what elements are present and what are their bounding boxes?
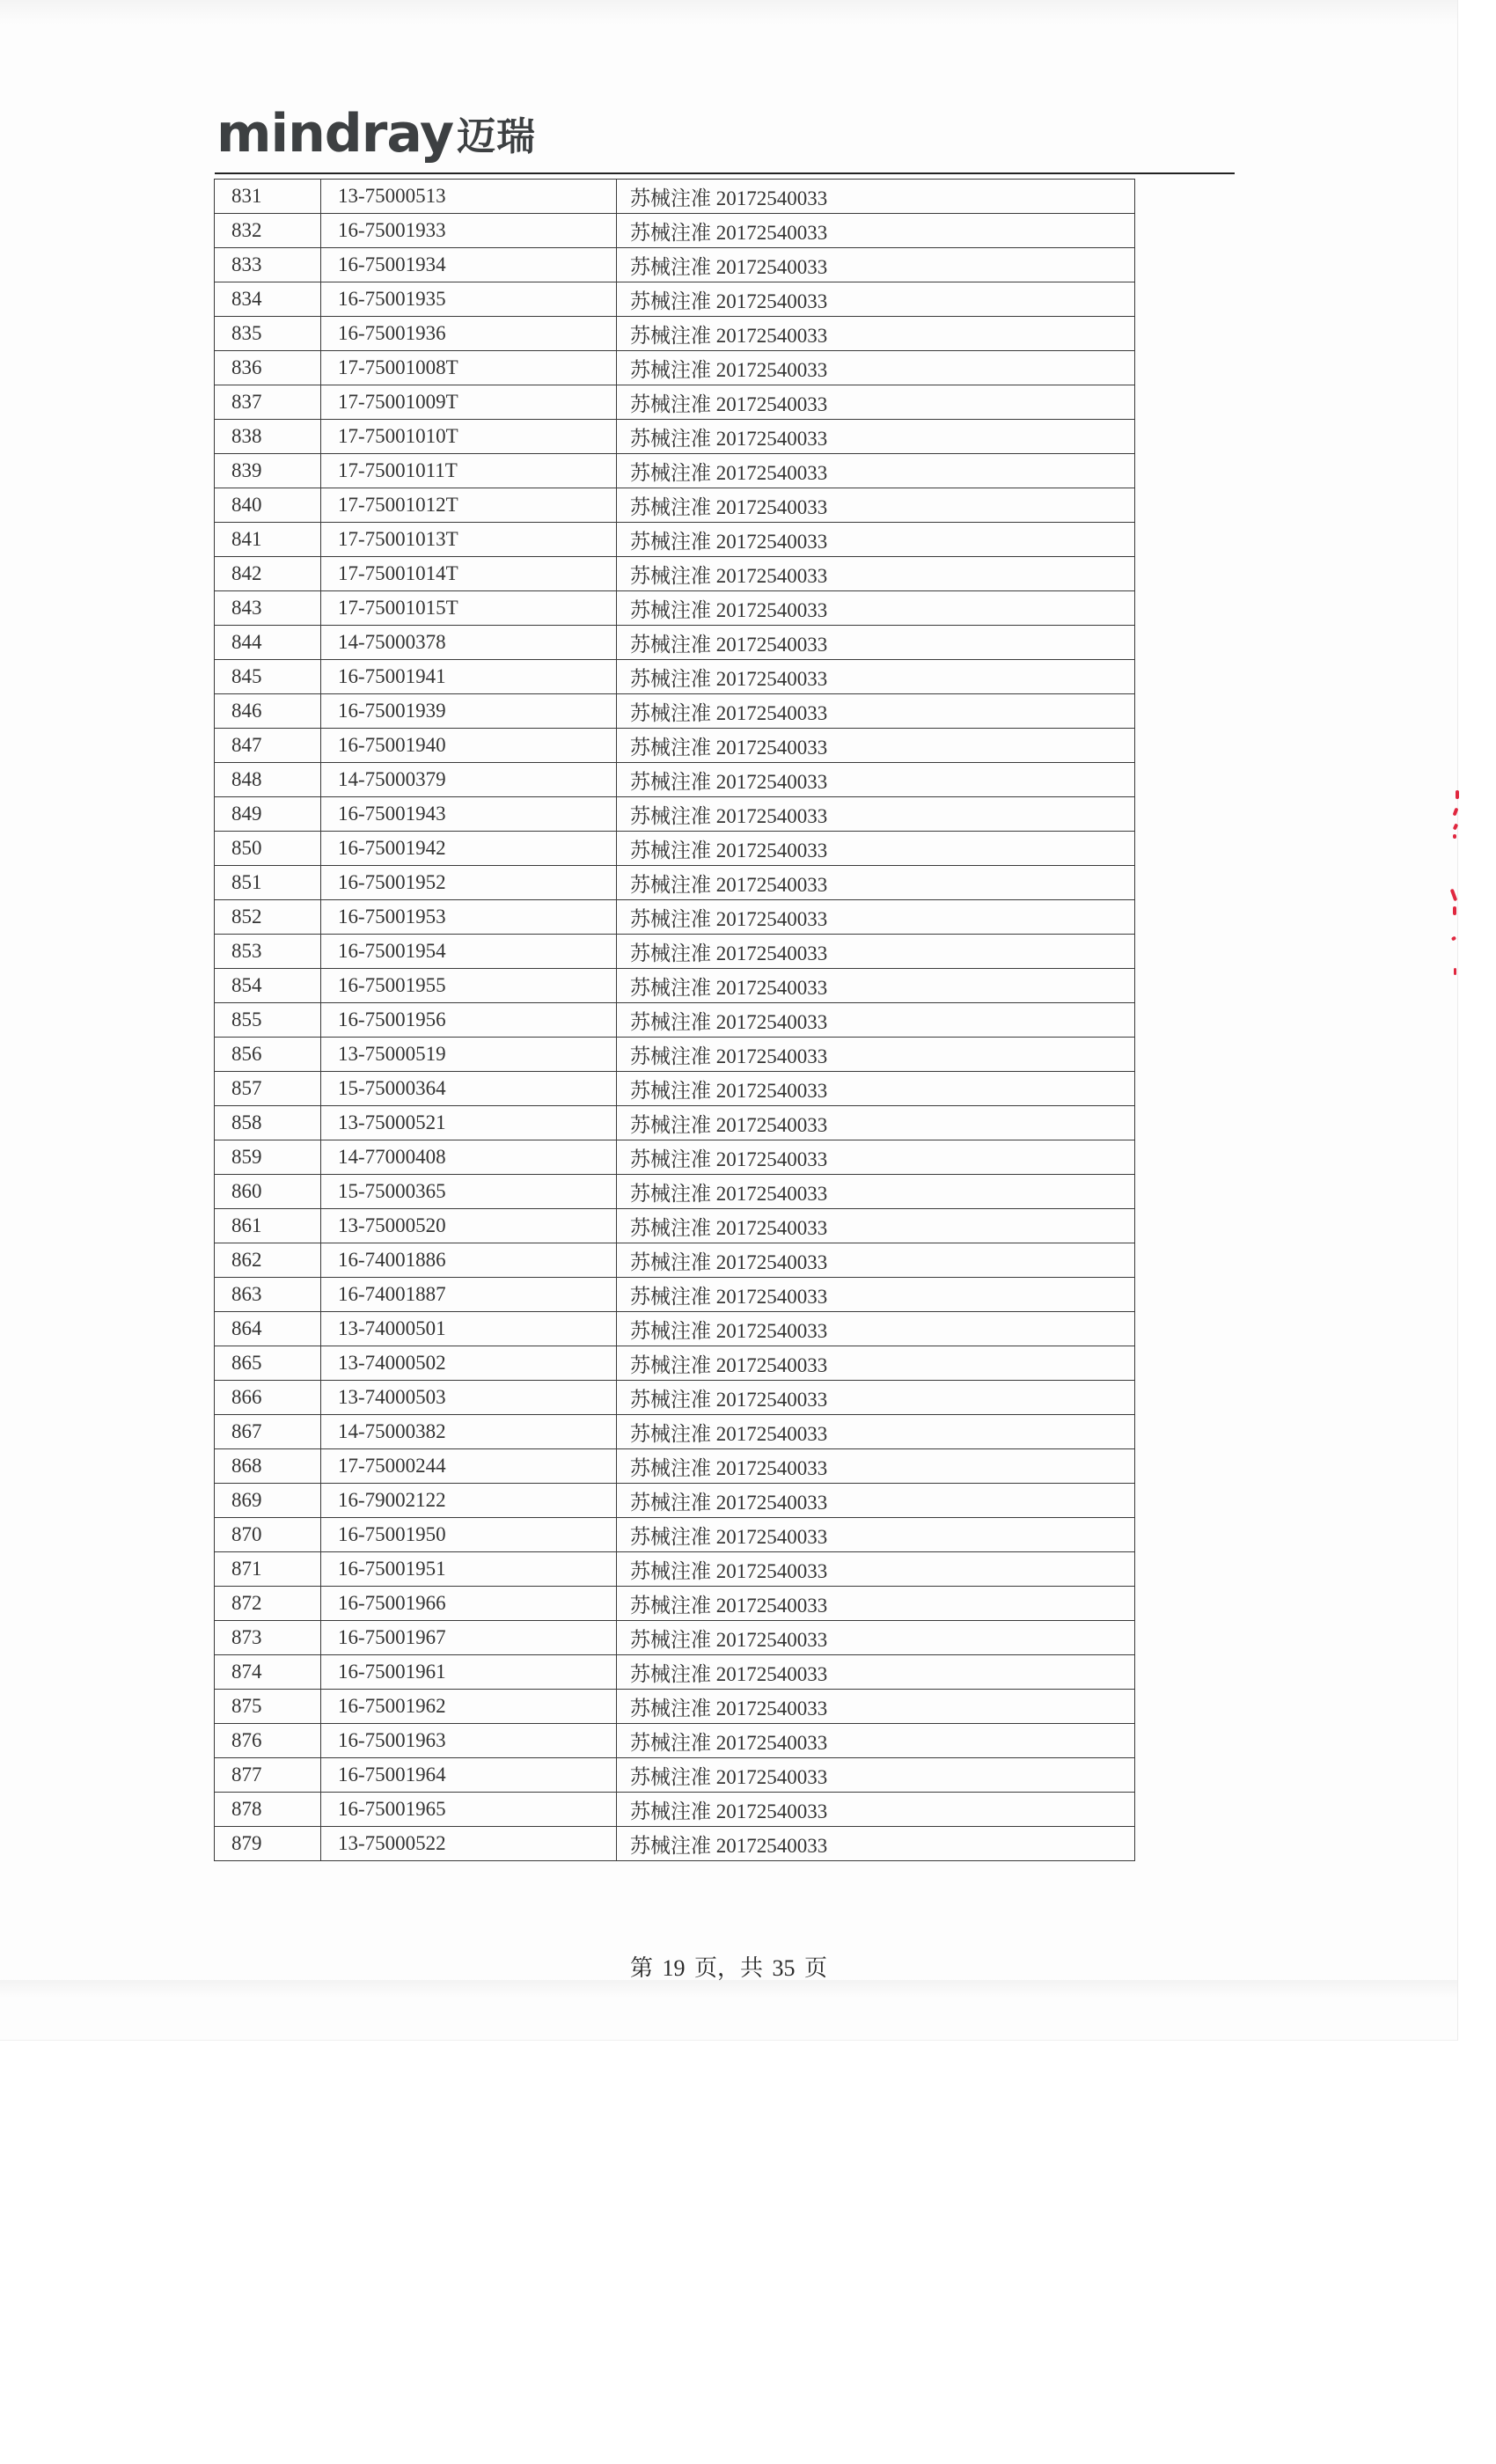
- registration-table: [214, 179, 1135, 1861]
- row-number: 857: [215, 1072, 321, 1106]
- product-code: 16-75001943: [321, 797, 617, 832]
- table-row: [215, 591, 1135, 626]
- table-row: [215, 694, 1135, 729]
- row-number: 878: [215, 1793, 321, 1827]
- registration-number: 苏械注准 20172540033: [617, 1449, 1135, 1484]
- row-number: 843: [215, 591, 321, 626]
- row-number: 832: [215, 214, 321, 248]
- product-code: 13-74000503: [321, 1381, 617, 1415]
- table-row: [215, 248, 1135, 282]
- product-code: 15-75000364: [321, 1072, 617, 1106]
- table-row: [215, 454, 1135, 488]
- logo-text: mindray: [216, 103, 454, 165]
- product-code: 16-75001953: [321, 900, 617, 935]
- page-number: 第 19 页，共 35 页: [629, 1955, 827, 1981]
- product-code: 16-75001961: [321, 1655, 617, 1690]
- scan-edge-top: [0, 0, 1457, 25]
- registration-number: 苏械注准 20172540033: [617, 454, 1135, 488]
- product-code: 16-74001886: [321, 1243, 617, 1278]
- row-number: 860: [215, 1175, 321, 1209]
- table-row: [215, 1484, 1135, 1518]
- product-code: 16-75001933: [321, 214, 617, 248]
- row-number: 847: [215, 729, 321, 763]
- row-number: 861: [215, 1209, 321, 1243]
- registration-number: 苏械注准 20172540033: [617, 1209, 1135, 1243]
- product-code: 17-75001013T: [321, 523, 617, 557]
- product-code: 16-75001935: [321, 282, 617, 317]
- row-number: 863: [215, 1278, 321, 1312]
- product-code: 16-75001934: [321, 248, 617, 282]
- registration-number: 苏械注准 20172540033: [617, 180, 1135, 214]
- registration-number: 苏械注准 20172540033: [617, 1243, 1135, 1278]
- table-row: [215, 1793, 1135, 1827]
- product-code: 16-75001962: [321, 1690, 617, 1724]
- row-number: 851: [215, 866, 321, 900]
- product-code: 17-75001014T: [321, 557, 617, 591]
- product-code: 16-75001942: [321, 832, 617, 866]
- row-number: 869: [215, 1484, 321, 1518]
- mindray-logo: [216, 103, 537, 165]
- product-code: 16-75001951: [321, 1552, 617, 1587]
- product-code: 16-75001940: [321, 729, 617, 763]
- product-code: 13-75000513: [321, 180, 617, 214]
- table-row: [215, 626, 1135, 660]
- registration-number: 苏械注准 20172540033: [617, 1793, 1135, 1827]
- product-code: 16-75001965: [321, 1793, 617, 1827]
- registration-number: 苏械注准 20172540033: [617, 1758, 1135, 1793]
- registration-number: 苏械注准 20172540033: [617, 797, 1135, 832]
- row-number: 835: [215, 317, 321, 351]
- product-code: 16-75001941: [321, 660, 617, 694]
- table-row: [215, 385, 1135, 420]
- row-number: 852: [215, 900, 321, 935]
- registration-number: 苏械注准 20172540033: [617, 832, 1135, 866]
- registration-number: 苏械注准 20172540033: [617, 1518, 1135, 1552]
- row-number: 842: [215, 557, 321, 591]
- registration-number: 苏械注准 20172540033: [617, 1346, 1135, 1381]
- product-code: 16-75001954: [321, 935, 617, 969]
- registration-number: 苏械注准 20172540033: [617, 1072, 1135, 1106]
- registration-number: 苏械注准 20172540033: [617, 1484, 1135, 1518]
- table-row: [215, 1243, 1135, 1278]
- product-code: 16-75001952: [321, 866, 617, 900]
- row-number: 846: [215, 694, 321, 729]
- registration-number: 苏械注准 20172540033: [617, 488, 1135, 523]
- registration-number: 苏械注准 20172540033: [617, 1175, 1135, 1209]
- product-code: 15-75000365: [321, 1175, 617, 1209]
- row-number: 858: [215, 1106, 321, 1140]
- table-row: [215, 969, 1135, 1003]
- registration-number: 苏械注准 20172540033: [617, 1690, 1135, 1724]
- registration-number: 苏械注准 20172540033: [617, 1621, 1135, 1655]
- table-row: [215, 797, 1135, 832]
- registration-number: 苏械注准 20172540033: [617, 1724, 1135, 1758]
- registration-number: 苏械注准 20172540033: [617, 660, 1135, 694]
- table-row: [215, 1209, 1135, 1243]
- row-number: 871: [215, 1552, 321, 1587]
- product-code: 16-75001939: [321, 694, 617, 729]
- table-row: [215, 317, 1135, 351]
- table-row: [215, 763, 1135, 797]
- table-row: [215, 660, 1135, 694]
- row-number: 841: [215, 523, 321, 557]
- registration-number: 苏械注准 20172540033: [617, 351, 1135, 385]
- header-rule: [215, 172, 1235, 174]
- registration-number: 苏械注准 20172540033: [617, 729, 1135, 763]
- table-row: [215, 420, 1135, 454]
- registration-number: 苏械注准 20172540033: [617, 1038, 1135, 1072]
- registration-number: 苏械注准 20172540033: [617, 763, 1135, 797]
- table-row: [215, 1587, 1135, 1621]
- table-row: [215, 1758, 1135, 1793]
- table-row: [215, 1621, 1135, 1655]
- registration-number: 苏械注准 20172540033: [617, 1140, 1135, 1175]
- row-number: 836: [215, 351, 321, 385]
- product-code: 16-75001950: [321, 1518, 617, 1552]
- row-number: 838: [215, 420, 321, 454]
- registration-number: 苏械注准 20172540033: [617, 626, 1135, 660]
- table-row: [215, 1106, 1135, 1140]
- row-number: 833: [215, 248, 321, 282]
- table-row: [215, 1655, 1135, 1690]
- product-code: 16-75001967: [321, 1621, 617, 1655]
- table-row: [215, 1072, 1135, 1106]
- row-number: 850: [215, 832, 321, 866]
- row-number: 849: [215, 797, 321, 832]
- table-row: [215, 1140, 1135, 1175]
- product-code: 16-75001964: [321, 1758, 617, 1793]
- product-code: 16-75001966: [321, 1587, 617, 1621]
- table-row: [215, 1518, 1135, 1552]
- row-number: 854: [215, 969, 321, 1003]
- table-row: [215, 832, 1135, 866]
- product-code: 17-75000244: [321, 1449, 617, 1484]
- table-row: [215, 1346, 1135, 1381]
- row-number: 848: [215, 763, 321, 797]
- table-row: [215, 1449, 1135, 1484]
- product-code: 14-75000378: [321, 626, 617, 660]
- product-code: 16-75001955: [321, 969, 617, 1003]
- table-row: [215, 935, 1135, 969]
- registration-number: 苏械注准 20172540033: [617, 1312, 1135, 1346]
- table-row: [215, 488, 1135, 523]
- registration-number: 苏械注准 20172540033: [617, 969, 1135, 1003]
- row-number: 855: [215, 1003, 321, 1038]
- row-number: 862: [215, 1243, 321, 1278]
- product-code: 13-75000520: [321, 1209, 617, 1243]
- table-row: [215, 557, 1135, 591]
- registration-number: 苏械注准 20172540033: [617, 1655, 1135, 1690]
- row-number: 868: [215, 1449, 321, 1484]
- registration-number: 苏械注准 20172540033: [617, 1278, 1135, 1312]
- registration-number: 苏械注准 20172540033: [617, 282, 1135, 317]
- row-number: 876: [215, 1724, 321, 1758]
- row-number: 872: [215, 1587, 321, 1621]
- table-row: [215, 282, 1135, 317]
- row-number: 865: [215, 1346, 321, 1381]
- table-row: [215, 1003, 1135, 1038]
- row-number: 864: [215, 1312, 321, 1346]
- product-code: 17-75001012T: [321, 488, 617, 523]
- table-row: [215, 523, 1135, 557]
- table-row: [215, 1038, 1135, 1072]
- registration-number: 苏械注准 20172540033: [617, 1106, 1135, 1140]
- table-row: [215, 1312, 1135, 1346]
- table-row: [215, 180, 1135, 214]
- registration-number: 苏械注准 20172540033: [617, 420, 1135, 454]
- row-number: 877: [215, 1758, 321, 1793]
- table-row: [215, 1724, 1135, 1758]
- table-row: [215, 1690, 1135, 1724]
- table-row: [215, 214, 1135, 248]
- row-number: 844: [215, 626, 321, 660]
- row-number: 879: [215, 1827, 321, 1861]
- product-code: 13-75000519: [321, 1038, 617, 1072]
- table-row: [215, 1415, 1135, 1449]
- registration-number: 苏械注准 20172540033: [617, 935, 1135, 969]
- registration-number: 苏械注准 20172540033: [617, 1827, 1135, 1861]
- product-code: 17-75001011T: [321, 454, 617, 488]
- registration-number: 苏械注准 20172540033: [617, 385, 1135, 420]
- row-number: 837: [215, 385, 321, 420]
- row-number: 867: [215, 1415, 321, 1449]
- product-code: 17-75001008T: [321, 351, 617, 385]
- table-row: [215, 351, 1135, 385]
- row-number: 831: [215, 180, 321, 214]
- product-code: 16-74001887: [321, 1278, 617, 1312]
- registration-number: 苏械注准 20172540033: [617, 1552, 1135, 1587]
- registration-number: 苏械注准 20172540033: [617, 557, 1135, 591]
- table-row: [215, 729, 1135, 763]
- registration-table-body: [215, 180, 1135, 1861]
- product-code: 13-74000502: [321, 1346, 617, 1381]
- row-number: 839: [215, 454, 321, 488]
- table-row: [215, 1381, 1135, 1415]
- product-code: 17-75001015T: [321, 591, 617, 626]
- product-code: 16-75001936: [321, 317, 617, 351]
- row-number: 856: [215, 1038, 321, 1072]
- row-number: 834: [215, 282, 321, 317]
- registration-number: 苏械注准 20172540033: [617, 900, 1135, 935]
- table-row: [215, 866, 1135, 900]
- row-number: 845: [215, 660, 321, 694]
- table-row: [215, 1827, 1135, 1861]
- row-number: 874: [215, 1655, 321, 1690]
- row-number: 859: [215, 1140, 321, 1175]
- registration-number: 苏械注准 20172540033: [617, 694, 1135, 729]
- registration-number: 苏械注准 20172540033: [617, 591, 1135, 626]
- table-row: [215, 1175, 1135, 1209]
- registration-number: 苏械注准 20172540033: [617, 1415, 1135, 1449]
- product-code: 13-75000522: [321, 1827, 617, 1861]
- row-number: 840: [215, 488, 321, 523]
- registration-number: 苏械注准 20172540033: [617, 866, 1135, 900]
- product-code: 14-77000408: [321, 1140, 617, 1175]
- registration-number: 苏械注准 20172540033: [617, 248, 1135, 282]
- table-row: [215, 1552, 1135, 1587]
- logo-cjk-text: 迈瑞: [457, 114, 537, 159]
- registration-number: 苏械注准 20172540033: [617, 1381, 1135, 1415]
- row-number: 875: [215, 1690, 321, 1724]
- table-row: [215, 1278, 1135, 1312]
- row-number: 873: [215, 1621, 321, 1655]
- row-number: 870: [215, 1518, 321, 1552]
- registration-number: 苏械注准 20172540033: [617, 1003, 1135, 1038]
- table-row: [215, 900, 1135, 935]
- product-code: 14-75000379: [321, 763, 617, 797]
- product-code: 17-75001009T: [321, 385, 617, 420]
- product-code: 13-75000521: [321, 1106, 617, 1140]
- product-code: 16-79002122: [321, 1484, 617, 1518]
- product-code: 13-74000501: [321, 1312, 617, 1346]
- product-code: 14-75000382: [321, 1415, 617, 1449]
- row-number: 866: [215, 1381, 321, 1415]
- registration-number: 苏械注准 20172540033: [617, 317, 1135, 351]
- product-code: 16-75001956: [321, 1003, 617, 1038]
- row-number: 853: [215, 935, 321, 969]
- product-code: 17-75001010T: [321, 420, 617, 454]
- product-code: 16-75001963: [321, 1724, 617, 1758]
- registration-number: 苏械注准 20172540033: [617, 523, 1135, 557]
- registration-number: 苏械注准 20172540033: [617, 214, 1135, 248]
- registration-number: 苏械注准 20172540033: [617, 1587, 1135, 1621]
- scan-edge-bottom: [0, 1980, 1457, 1998]
